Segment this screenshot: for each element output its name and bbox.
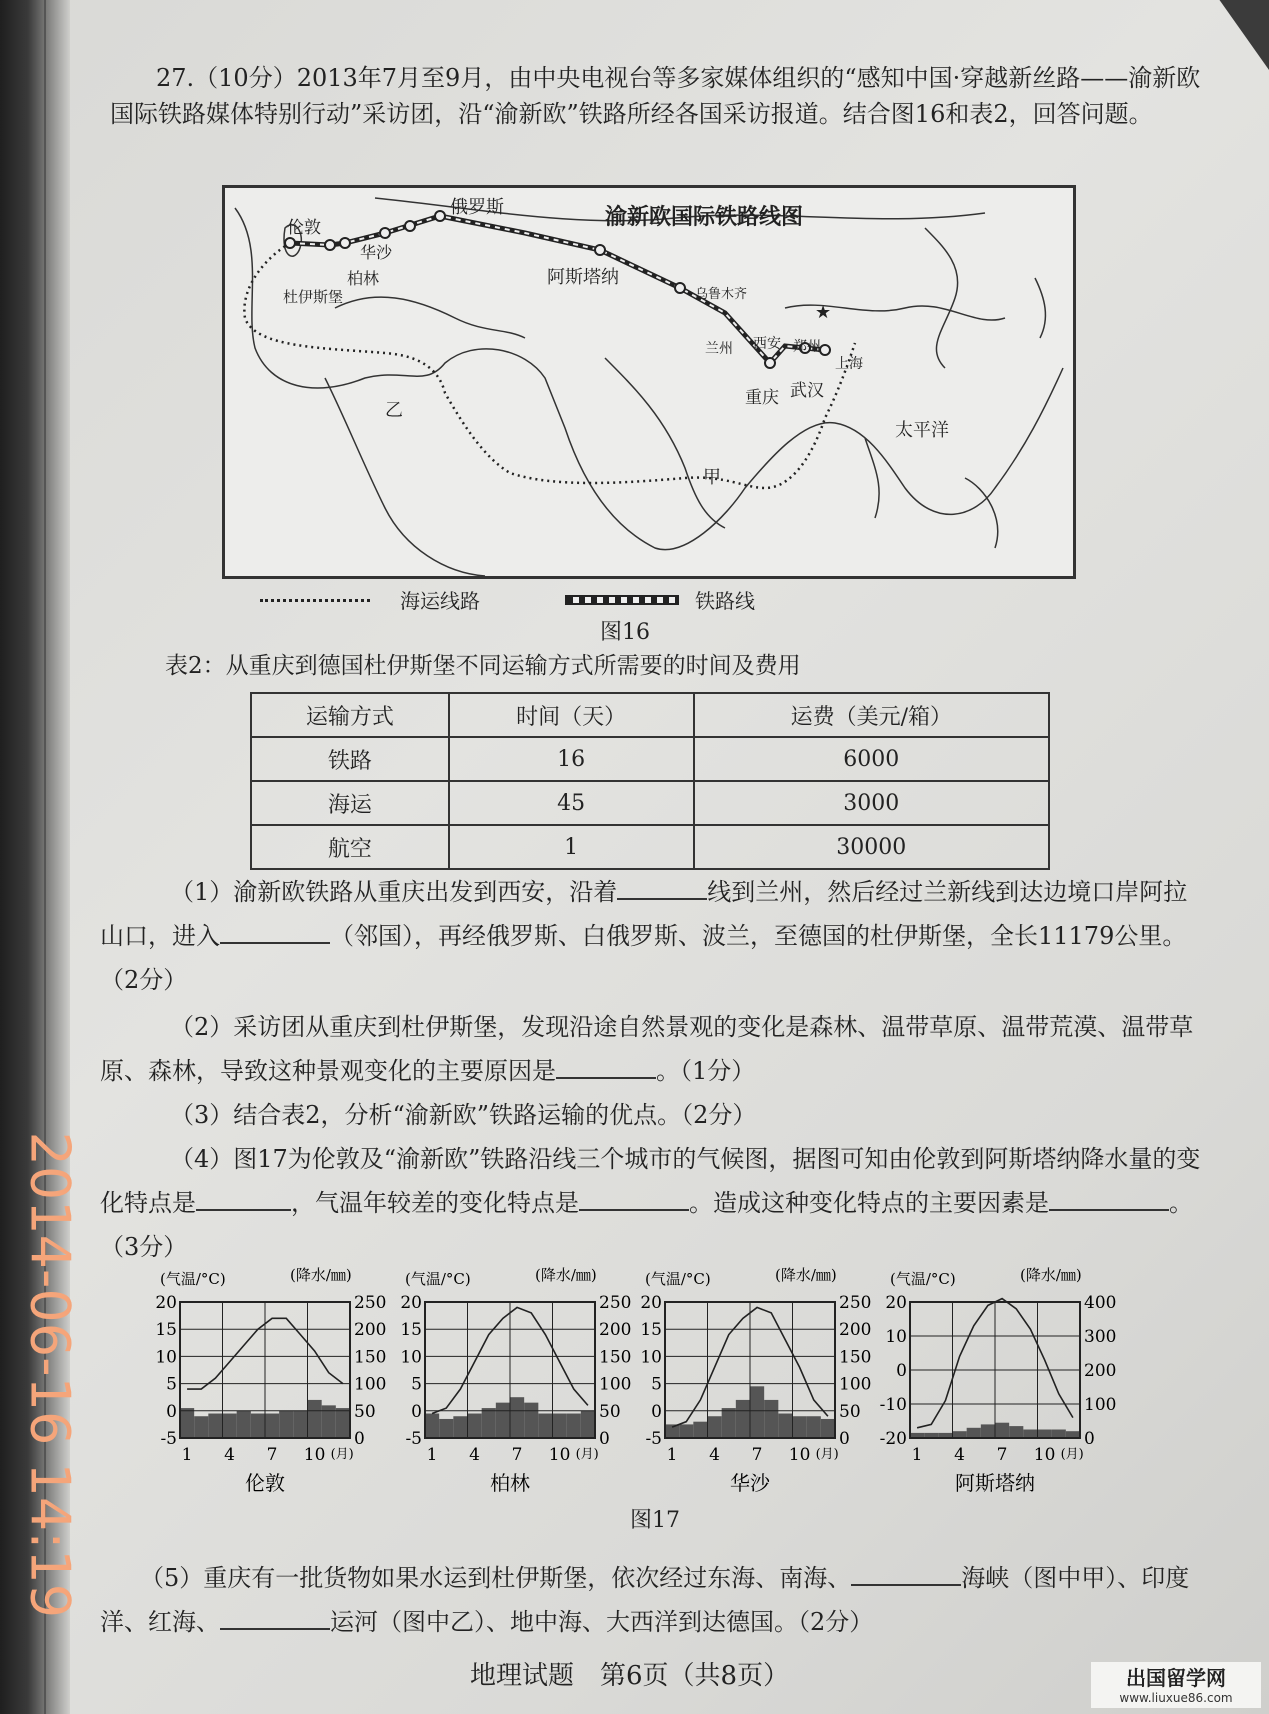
figure17-caption: 图17 <box>630 1508 680 1533</box>
precip-tick-label: 0 <box>1084 1429 1095 1449</box>
question-3 <box>100 1093 1210 1137</box>
temp-tick-label: 5 <box>166 1374 177 1395</box>
month-tick-label: 10 <box>788 1445 811 1465</box>
temp-tick-label: 5 <box>411 1374 422 1395</box>
month-tick-label: 1 <box>426 1445 438 1465</box>
temp-axis-label: (气温/°C) <box>405 1270 471 1288</box>
month-tick-label: 10 <box>303 1445 326 1465</box>
month-tick-label: 1 <box>666 1445 678 1465</box>
table-header-cell: 运输方式 <box>251 693 449 737</box>
city-name: 华沙 <box>730 1471 770 1495</box>
temp-axis-label: (气温/°C) <box>160 1270 226 1288</box>
climate-chart-astana <box>879 1260 1130 1510</box>
month-tick-label: 10 <box>1033 1445 1056 1465</box>
precip-bar <box>538 1414 552 1438</box>
rail-map <box>222 185 1076 579</box>
q1-text-c: （邻国），再经俄罗斯、白俄罗斯、波兰，至德国的杜伊斯堡，全长11179公里。（2分） <box>100 922 1187 994</box>
precip-bar <box>322 1405 336 1438</box>
precip-bar <box>524 1403 538 1438</box>
month-tick-label: 4 <box>954 1445 965 1465</box>
temp-tick-label: 15 <box>400 1320 422 1341</box>
temp-tick-label: -10 <box>879 1395 907 1415</box>
precip-tick-label: 200 <box>599 1320 632 1341</box>
precip-bar <box>482 1408 496 1438</box>
precip-tick-label: 250 <box>839 1293 872 1313</box>
table-cell: 45 <box>449 781 694 825</box>
precip-bar <box>821 1419 835 1438</box>
precip-bar <box>693 1422 707 1438</box>
temp-axis-label: (气温/°C) <box>890 1270 956 1288</box>
table-header-cell: 时间（天） <box>449 693 694 737</box>
precip-bar <box>468 1414 482 1438</box>
precip-bar <box>237 1411 251 1438</box>
precip-bar <box>439 1419 453 1438</box>
temp-tick-label: 10 <box>885 1327 907 1347</box>
map-label-russia: 俄罗斯 <box>450 197 504 218</box>
question-intro: 27.（10分）2013年7月至9月，由中央电视台等多家媒体组织的“感知中国·穿越新丝路——渝新欧国际铁路媒体特别行动”采访团，沿“渝新欧”铁路所经各国采访报道。结合图16和表2，回答问题。 <box>110 64 1201 128</box>
precip-bar <box>736 1400 750 1438</box>
q2-text-b: 。（1分） <box>656 1057 756 1085</box>
question-1 <box>100 870 1210 1002</box>
question-5 <box>100 1556 1210 1644</box>
watermark-name: 出国留学网 <box>1126 1666 1226 1690</box>
table-row <box>251 781 1049 825</box>
precip-bar <box>553 1414 567 1438</box>
legend-sea-label: 海运线路 <box>400 589 480 613</box>
precip-bar <box>425 1414 439 1438</box>
precip-bar <box>1009 1426 1023 1438</box>
precip-bar <box>1052 1430 1066 1439</box>
watermark-url: www.liuxue86.com <box>1119 1691 1233 1705</box>
precip-bar <box>807 1416 821 1438</box>
answer-blank[interactable] <box>579 1183 689 1211</box>
map-title: 渝新欧国际铁路线图 <box>605 204 804 230</box>
temp-tick-label: 15 <box>155 1320 177 1341</box>
month-unit-label: (月) <box>330 1447 354 1462</box>
table2 <box>250 692 1050 870</box>
table-header-row <box>251 693 1049 737</box>
map-label-zhengzhou: 郑州 <box>793 339 821 355</box>
precip-bar <box>967 1428 981 1438</box>
legend-rail-label: 铁路线 <box>695 589 755 613</box>
precip-bar <box>194 1416 208 1438</box>
table-cell: 3000 <box>694 781 1049 825</box>
map-label-wuhan: 武汉 <box>790 381 824 401</box>
precip-bar <box>293 1411 307 1438</box>
precip-tick-label: 200 <box>839 1320 872 1341</box>
precip-bar <box>1023 1430 1037 1439</box>
precip-bar <box>567 1414 581 1438</box>
temp-tick-label: -20 <box>879 1429 907 1449</box>
temp-tick-label: -5 <box>405 1429 422 1449</box>
q4-text-d: 。（3分） <box>100 1189 1193 1261</box>
precip-tick-label: 0 <box>354 1429 365 1449</box>
precip-bar <box>679 1424 693 1438</box>
temp-tick-label: 20 <box>885 1293 907 1313</box>
precip-bar <box>265 1414 279 1438</box>
month-tick-label: 7 <box>751 1445 763 1465</box>
precip-axis-label: (降水/㎜) <box>775 1266 837 1284</box>
svg-text:★: ★ <box>815 302 832 323</box>
precip-axis-label: (降水/㎜) <box>535 1266 597 1284</box>
precip-bar <box>953 1431 967 1438</box>
answer-blank[interactable] <box>196 1183 291 1211</box>
month-tick-label: 4 <box>469 1445 480 1465</box>
map-legend <box>260 585 800 615</box>
watermark <box>1091 1662 1261 1708</box>
temp-tick-label: 5 <box>651 1374 662 1395</box>
q3-text: （3）结合表2，分析“渝新欧”铁路运输的优点。（2分） <box>170 1101 757 1129</box>
precip-bar <box>778 1414 792 1438</box>
precip-bar <box>251 1414 265 1438</box>
q4-text-c: 。造成这种变化特点的主要因素是 <box>689 1189 1049 1217</box>
month-tick-label: 4 <box>224 1445 235 1465</box>
precip-tick-label: 250 <box>354 1293 387 1313</box>
month-tick-label: 4 <box>709 1445 720 1465</box>
temp-tick-label: 10 <box>400 1347 422 1368</box>
precip-tick-label: 200 <box>354 1320 387 1341</box>
month-unit-label: (月) <box>815 1447 839 1462</box>
q1-text-a: （1）渝新欧铁路从重庆出发到西安，沿着 <box>170 878 618 906</box>
table-cell: 航空 <box>251 825 449 869</box>
photo-timestamp <box>20 1110 80 1670</box>
table2-caption: 表2：从重庆到德国杜伊斯堡不同运输方式所需要的时间及费用 <box>165 653 801 679</box>
table-cell: 30000 <box>694 825 1049 869</box>
table-cell: 16 <box>449 737 694 781</box>
precip-tick-label: 50 <box>839 1401 861 1422</box>
map-label-jia: 甲 <box>703 467 721 488</box>
temp-axis-label: (气温/°C) <box>645 1270 711 1288</box>
answer-blank[interactable] <box>556 1051 656 1079</box>
question-4 <box>100 1137 1210 1269</box>
q5-text-b: 海峡（图中甲）、印度洋、红海、 <box>100 1564 1190 1636</box>
question-2 <box>100 1005 1210 1093</box>
month-tick-label: 7 <box>996 1445 1008 1465</box>
map-label-astana: 阿斯塔纳 <box>547 267 619 288</box>
climate-chart-london <box>155 1260 400 1510</box>
month-unit-label: (月) <box>575 1447 599 1462</box>
temp-tick-label: 20 <box>400 1293 422 1313</box>
precip-bar <box>496 1403 510 1438</box>
table-cell: 铁路 <box>251 737 449 781</box>
map-label-lanzhou: 兰州 <box>705 341 733 357</box>
precip-tick-label: 100 <box>354 1374 387 1395</box>
temp-tick-label: 10 <box>155 1347 177 1368</box>
map-label-urumqi: 乌鲁木齐 <box>695 287 748 302</box>
month-tick-label: 1 <box>181 1445 193 1465</box>
precip-tick-label: 50 <box>599 1401 621 1422</box>
temp-tick-label: 20 <box>640 1293 662 1313</box>
precip-bar <box>981 1424 995 1438</box>
page-footer: 地理试题 第6页（共8页） <box>470 1661 790 1691</box>
temp-tick-label: -5 <box>160 1429 177 1449</box>
q4-text-b: ，气温年较差的变化特点是 <box>291 1189 579 1217</box>
precip-bar <box>764 1400 778 1438</box>
answer-blank[interactable] <box>220 916 330 944</box>
precip-bar <box>581 1411 595 1438</box>
precip-tick-label: 200 <box>1084 1361 1117 1381</box>
table-cell: 海运 <box>251 781 449 825</box>
precip-tick-label: 150 <box>839 1347 872 1368</box>
precip-tick-label: 250 <box>599 1293 632 1313</box>
city-name: 伦敦 <box>245 1471 285 1495</box>
table-cell: 1 <box>449 825 694 869</box>
precip-bar <box>180 1408 194 1438</box>
city-name: 阿斯塔纳 <box>955 1471 1035 1495</box>
precip-bar <box>510 1397 524 1438</box>
precip-bar <box>308 1400 322 1438</box>
precip-bar <box>453 1416 467 1438</box>
precip-bar <box>223 1414 237 1438</box>
table-row <box>251 737 1049 781</box>
precip-tick-label: 150 <box>354 1347 387 1368</box>
precip-tick-label: 400 <box>1084 1293 1117 1313</box>
precip-bar <box>1038 1430 1052 1439</box>
precip-bar <box>208 1414 222 1438</box>
figure16-caption: 图16 <box>600 620 650 645</box>
precip-axis-label: (降水/㎜) <box>290 1266 352 1284</box>
precip-bar <box>793 1416 807 1438</box>
map-label-berlin: 柏林 <box>347 269 380 288</box>
temp-tick-label: -5 <box>645 1429 662 1449</box>
precip-bar <box>1066 1431 1080 1438</box>
month-tick-label: 7 <box>266 1445 278 1465</box>
q5-text-c: 运河（图中乙）、地中海、大西洋到达德国。（2分） <box>330 1608 874 1636</box>
answer-blank[interactable] <box>617 872 707 900</box>
map-label-shanghai: 上海 <box>835 356 863 372</box>
temp-tick-label: 0 <box>651 1401 662 1422</box>
month-tick-label: 1 <box>911 1445 923 1465</box>
precip-bar <box>279 1411 293 1438</box>
table-header-cell: 运费（美元/箱） <box>694 693 1049 737</box>
precip-tick-label: 100 <box>839 1374 872 1395</box>
temp-tick-label: 0 <box>896 1361 907 1381</box>
table-cell: 6000 <box>694 737 1049 781</box>
temp-tick-label: 20 <box>155 1293 177 1313</box>
temp-tick-label: 0 <box>411 1401 422 1422</box>
temp-tick-label: 15 <box>640 1320 662 1341</box>
sea-route-legend-swatch <box>260 599 370 602</box>
precip-axis-label: (降水/㎜) <box>1020 1266 1082 1284</box>
month-tick-label: 10 <box>548 1445 571 1465</box>
timestamp-text: 2014-06-16 14:19 <box>18 1131 82 1619</box>
map-label-xian: 西安 <box>753 336 781 352</box>
precip-bar <box>750 1386 764 1438</box>
temp-tick-label: 0 <box>166 1401 177 1422</box>
precip-tick-label: 0 <box>599 1429 610 1449</box>
map-label-london: 伦敦 <box>287 218 321 238</box>
map-label-chongqing: 重庆 <box>745 388 779 408</box>
month-tick-label: 7 <box>511 1445 523 1465</box>
q5-text-a: （5）重庆有一批货物如果水运到杜伊斯堡，依次经过东海、南海、 <box>140 1564 852 1592</box>
table-row <box>251 825 1049 869</box>
map-label-yi: 乙 <box>385 400 403 421</box>
answer-blank[interactable] <box>220 1602 330 1630</box>
map-label-warsaw: 华沙 <box>360 243 393 262</box>
precip-bar <box>336 1408 350 1438</box>
q4-text-a: （4）图17为伦敦及“渝新欧”铁路沿线三个城市的气候图，据图可知由伦敦到阿斯塔纳降水量的变化特点是 <box>100 1145 1201 1217</box>
precip-tick-label: 100 <box>1084 1395 1117 1415</box>
map-label-pacific: 太平洋 <box>895 420 949 441</box>
precip-tick-label: 300 <box>1084 1327 1117 1347</box>
q2-text-a: （2）采访团从重庆到杜伊斯堡，发现沿途自然景观的变化是森林、温带草原、温带荒漠、温带草原、森林，导致这种景观变化的主要原因是 <box>100 1013 1194 1085</box>
map-label-duisburg: 杜伊斯堡 <box>283 288 344 306</box>
climate-chart-warsaw <box>640 1260 885 1510</box>
map-graphic <box>225 188 1073 576</box>
precip-tick-label: 150 <box>599 1347 632 1368</box>
precip-tick-label: 0 <box>839 1429 850 1449</box>
precip-bar <box>995 1423 1009 1438</box>
city-name: 柏林 <box>490 1471 530 1495</box>
climate-chart-berlin <box>400 1260 645 1510</box>
month-unit-label: (月) <box>1060 1447 1084 1462</box>
q1-text-b: 线到兰州，然后经过兰新线到达边境口岸阿拉山口，进入 <box>100 878 1188 950</box>
precip-bar <box>722 1408 736 1438</box>
answer-blank[interactable] <box>1049 1183 1169 1211</box>
precip-tick-label: 50 <box>354 1401 376 1422</box>
precip-tick-label: 100 <box>599 1374 632 1395</box>
answer-blank[interactable] <box>851 1558 961 1586</box>
temp-tick-label: 10 <box>640 1347 662 1368</box>
rail-legend-swatch <box>565 595 679 605</box>
precip-bar <box>708 1416 722 1438</box>
